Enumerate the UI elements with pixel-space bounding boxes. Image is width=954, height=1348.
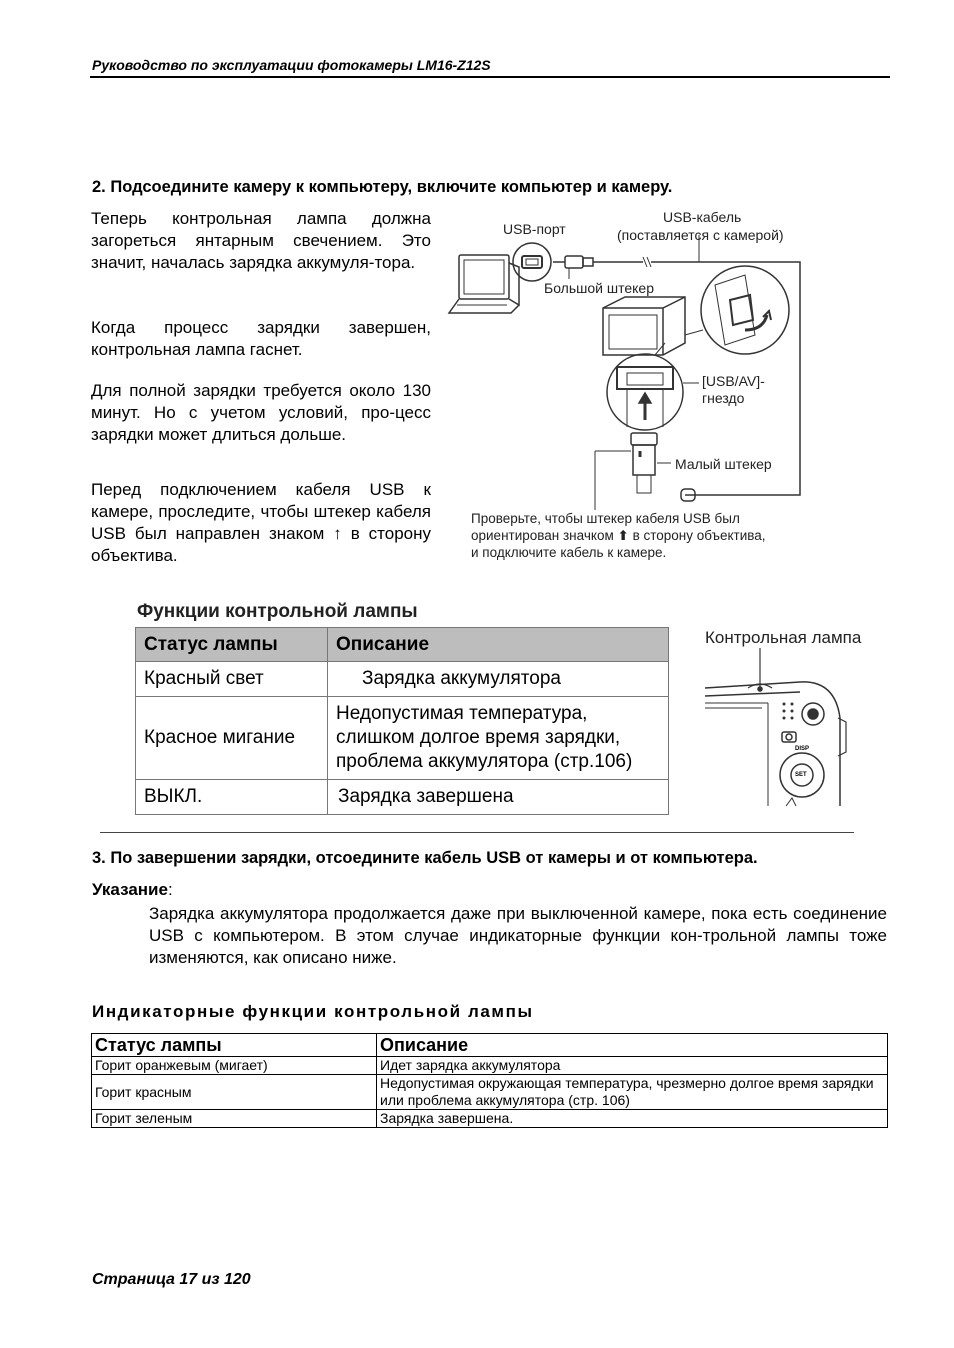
step2-paragraph-2: Когда процесс зарядки завершен, контрольная лампа гаснет. bbox=[91, 318, 431, 359]
table-row bbox=[136, 697, 669, 780]
up-arrow-icon: ⬆ bbox=[617, 528, 629, 543]
table-cell-status: Горит красным bbox=[92, 1075, 377, 1110]
diagram-caption-3: и подключите кабель к камере. bbox=[471, 545, 667, 560]
usb-port-icon bbox=[513, 243, 551, 281]
diagram-caption-2a: ориентирован значком bbox=[471, 528, 614, 543]
table-cell-status: Горит оранжевым (мигает) bbox=[92, 1057, 377, 1075]
usb-av-jack-icon bbox=[607, 343, 699, 430]
indicator-table-title: Индикаторные функции контрольной лампы bbox=[92, 1002, 534, 1021]
usb-av-jack-label-2: гнездо bbox=[702, 390, 745, 406]
small-plug-label: Малый штекер bbox=[675, 456, 772, 472]
running-header: Руководство по эксплуатации фотокамеры LM16-Z12S bbox=[92, 57, 491, 73]
camera-side-detail-icon bbox=[685, 266, 789, 354]
table-cell-status: Горит зеленым bbox=[92, 1110, 377, 1128]
big-plug-icon bbox=[553, 256, 593, 279]
note-heading bbox=[92, 880, 173, 900]
note-label: Указание bbox=[92, 880, 168, 899]
table-cell-description: Идет зарядка аккумулятора bbox=[377, 1057, 888, 1075]
step2-heading: 2. Подсоедините камеру к компьютеру, включите компьютер и камеру. bbox=[92, 178, 673, 196]
table-row bbox=[92, 1075, 888, 1110]
step2-paragraph-1: Теперь контрольная лампа должна загореться янтарным свечением. Это значит, началась зарядка аккумуля-тора. bbox=[91, 209, 431, 272]
table-cell-status: Красное мигание bbox=[136, 697, 328, 780]
table-cell-description: Недопустимая температура, слишком долгое время зарядки, проблема аккумулятора (стр.106) bbox=[328, 697, 669, 780]
indicator-table bbox=[91, 1033, 888, 1128]
section-separator bbox=[100, 832, 854, 833]
table-row bbox=[136, 662, 669, 697]
big-plug-label: Большой штекер bbox=[544, 280, 654, 296]
table-row bbox=[136, 780, 669, 815]
lamp-label: Контрольная лампа bbox=[705, 628, 862, 647]
disp-label: DISP bbox=[795, 746, 810, 752]
table-row bbox=[92, 1110, 888, 1128]
note-text: Зарядка аккумулятора продолжается даже при выключенной камере, пока есть соединение USB с компьютером. В этом случае индикаторные функции кон-трольной лампы тоже изменяются, как описано ниже. bbox=[149, 904, 887, 967]
diagram-caption-2 bbox=[471, 527, 766, 544]
usb-av-jack-label-1: [USB/AV]- bbox=[702, 373, 765, 389]
lamp-table-title: Функции контрольной лампы bbox=[137, 601, 418, 622]
step2-paragraph-4: Перед подключением кабеля USB к камере, проследите, чтобы штекер кабеля USB был направлен знаком ↑ в сторону объектива. bbox=[91, 480, 431, 565]
header-rule bbox=[90, 76, 890, 78]
column-header: Статус лампы bbox=[136, 628, 328, 662]
table-cell-description: Недопустимая окружающая температура, чрезмерно долгое время зарядки или проблема аккумулятора (стр. 106) bbox=[377, 1075, 888, 1110]
table-cell-description: Зарядка аккумулятора bbox=[328, 662, 669, 697]
camera-icon bbox=[603, 297, 685, 355]
column-header: Статус лампы bbox=[92, 1034, 377, 1057]
table-header-row bbox=[92, 1034, 888, 1057]
column-header: Описание bbox=[328, 628, 669, 662]
usb-port-label: USB-порт bbox=[503, 221, 566, 237]
diagram-caption-1: Проверьте, чтобы штекер кабеля USB был bbox=[471, 511, 740, 526]
camera-back-diagram bbox=[700, 648, 850, 808]
table-cell-status: ВЫКЛ. bbox=[136, 780, 328, 815]
table-header-row bbox=[136, 628, 669, 662]
small-plug-icon bbox=[595, 433, 671, 510]
column-header: Описание bbox=[377, 1034, 888, 1057]
page-number: Страница 17 из 120 bbox=[92, 1271, 251, 1288]
note-colon: : bbox=[167, 880, 173, 899]
diagram-caption-2b: в сторону объектива, bbox=[632, 528, 766, 543]
usb-cable-label-1: USB-кабель bbox=[663, 209, 742, 225]
table-cell-description: Зарядка завершена bbox=[328, 780, 669, 815]
table-row bbox=[92, 1057, 888, 1075]
set-label: SET bbox=[795, 772, 807, 778]
laptop-icon bbox=[449, 255, 519, 313]
step2-paragraph-3: Для полной зарядки требуется около 130 минут. Но с учетом условий, про-цесс зарядки может длиться дольше. bbox=[91, 381, 431, 444]
lamp-status-table bbox=[135, 627, 669, 815]
usb-cable-label-2: (поставляется с камерой) bbox=[617, 227, 784, 243]
step3-heading: 3. По завершении зарядки, отсоедините кабель USB от камеры и от компьютера. bbox=[92, 849, 758, 867]
table-cell-status: Красный свет bbox=[136, 662, 328, 697]
table-cell-description: Зарядка завершена. bbox=[377, 1110, 888, 1128]
